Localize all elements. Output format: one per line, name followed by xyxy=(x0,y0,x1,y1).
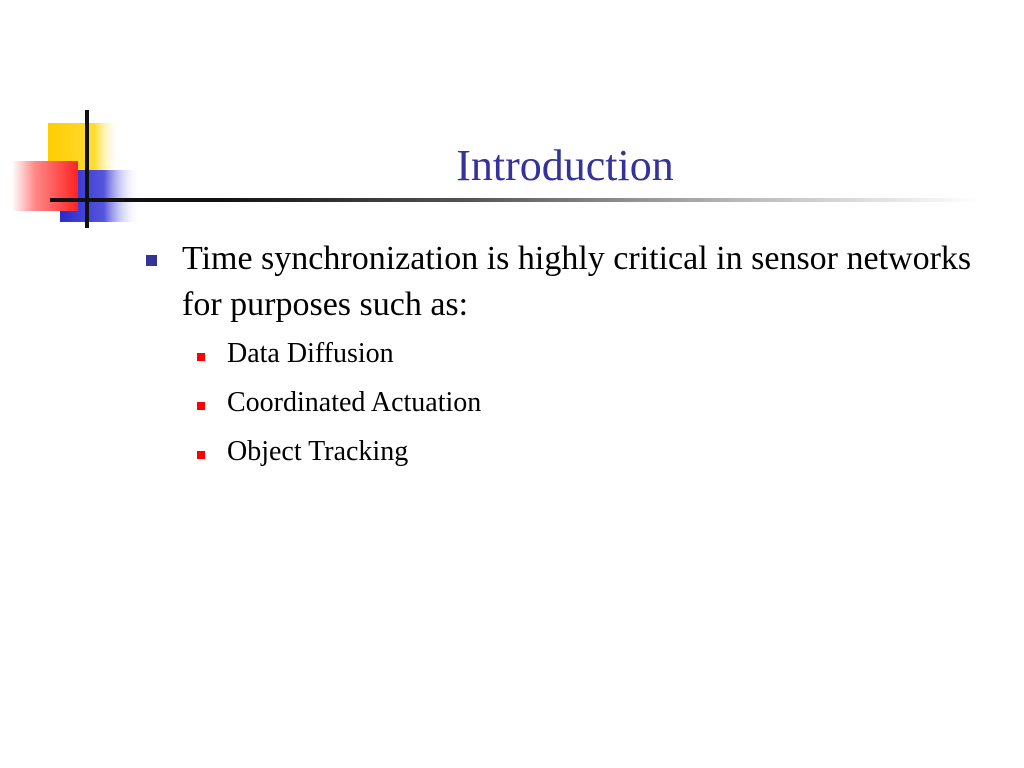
red-square xyxy=(12,161,78,211)
square-bullet-icon xyxy=(197,402,205,410)
sub-bullet-item xyxy=(182,436,990,468)
sub-bullet-item xyxy=(182,387,990,419)
square-bullet-icon xyxy=(146,255,157,266)
decorative-squares-logo xyxy=(0,0,180,240)
sub-bullet-list xyxy=(182,338,990,468)
sub-bullet-text: Object Tracking xyxy=(227,436,409,467)
slide-title: Introduction xyxy=(456,141,674,190)
square-bullet-icon xyxy=(197,451,205,459)
logo-vertical-line xyxy=(85,110,89,228)
sub-bullet-text: Coordinated Actuation xyxy=(227,387,482,418)
sub-bullet-text: Data Diffusion xyxy=(227,338,394,369)
slide-body xyxy=(140,236,990,485)
bullet-text: Time synchronization is highly critical in sensor networks for purposes such as: xyxy=(182,240,972,323)
bullet-item xyxy=(140,236,990,328)
title-underline-rule xyxy=(50,198,980,202)
sub-bullet-item xyxy=(182,338,990,370)
square-bullet-icon xyxy=(197,353,205,361)
